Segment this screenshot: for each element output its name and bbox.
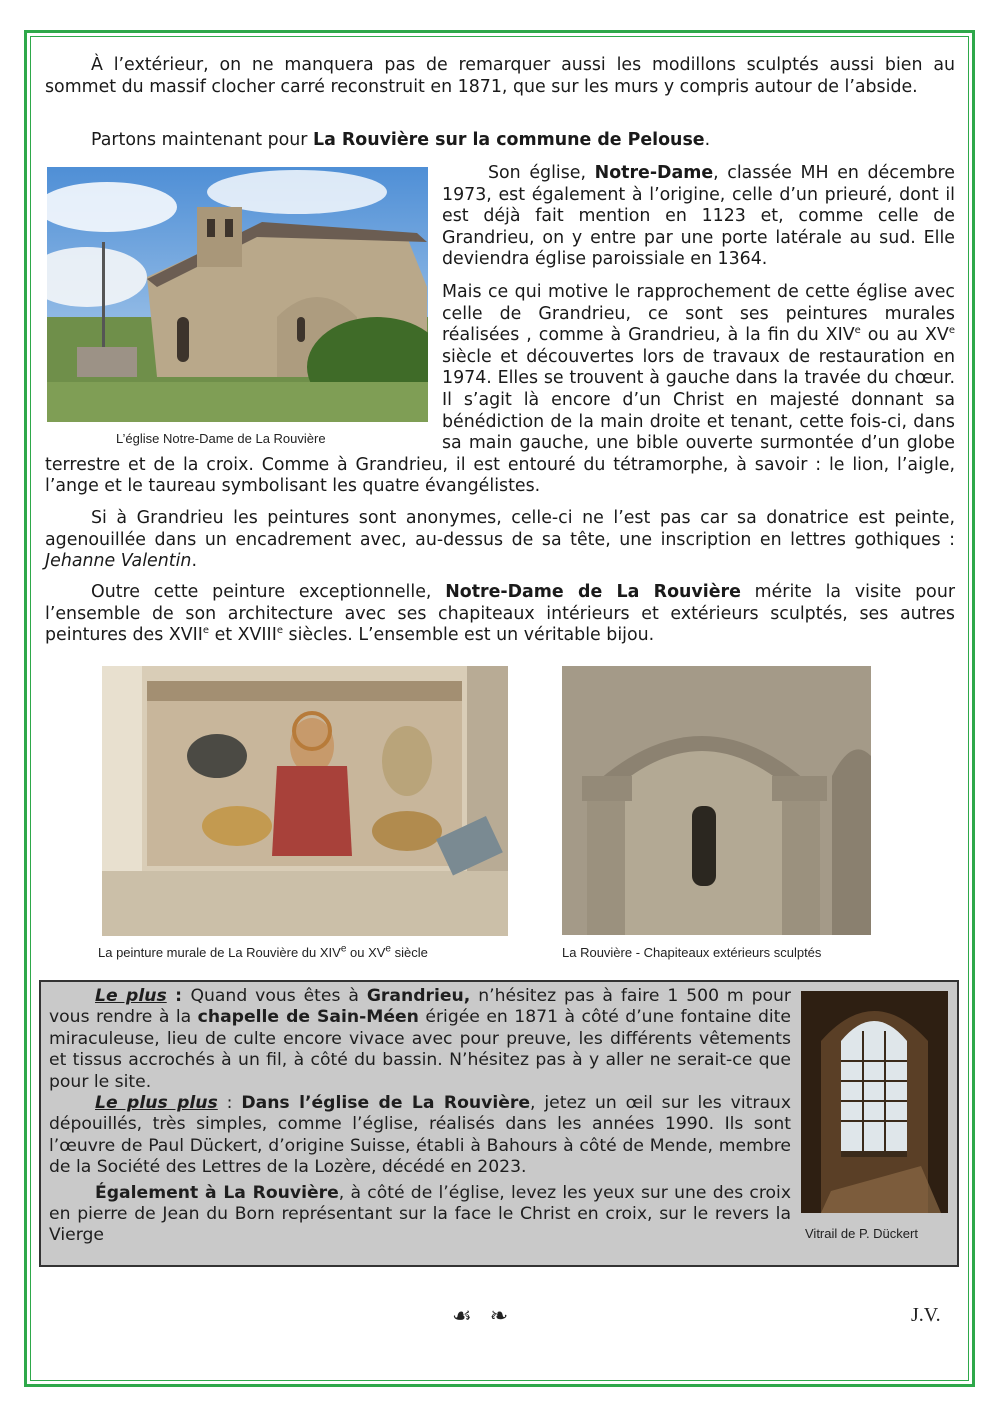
tip-le-plus-text-a: Quand vous êtes à <box>190 986 367 1006</box>
architecture-text-a: Outre cette peinture exceptionnelle, <box>91 582 446 602</box>
tip-plus-plus-text: , jetez un œil sur les vitraux dépouillés, très simples, comme l’église, réalisés dans les années 1990. Ils sont l’œuvre de Paul Dückert, d’origine Suisse, établi à Bahours à côté de Mende, membre de la Société des Lettres de la Lozère, décédé en 2023. <box>49 1093 791 1178</box>
church-photo-caption: L’église Notre-Dame de La Rouvière <box>116 431 326 446</box>
donor-name: Jehanne Valentin <box>45 551 192 572</box>
architecture-church-name: Notre-Dame de La Rouvière <box>445 582 741 602</box>
stained-glass-photo <box>801 991 948 1213</box>
tip-le-plus-text-c: érigée en 1871 à côté d’une fontaine dite miraculeuse, lieu de culte encore vivace avec pour preuve, les différents vêtements et tissus accrochés à un fil, à côté du bassin. N’hésitez pas à y aller ne serait-ce que pour le site. <box>49 1007 791 1092</box>
mural-caption-a: La peinture murale de La Rouvière du XIV <box>98 945 341 960</box>
paragraph-exterior-text: À l’extérieur, on ne manquera pas de remarquer aussi les modillons sculptés aussi bien au sommet du massif clocher carré reconstruit en 1871, que sur les murs y compris autour de l’abside. <box>45 55 955 97</box>
tip-plus-plus-colon: : <box>217 1093 242 1114</box>
murals-text-c-side: siècle et découvertes lors de travaux de restauration en 1974. Elles se trouvent à gauche dans la travée du chœur. Il s’agit là encore d’un Christ en majesté donnant sa bénédiction de la main droite et tenant, cette fois-ci, dans sa main gauche, une bible ouverte surmontée d’un globe terrestre et de la croix. Comme à Grandrieu, il est entouré du tétramorphe, à savoir : le lion, l’aigle, l’ange et le taureau symbolisant les quatre évangélistes. <box>45 346 955 497</box>
architecture-text-b: mérite la visite pour l’ensemble de son architecture avec ses chapiteaux intérieurs et extérieurs sculptés, ses autres peintures des XVII <box>45 582 955 646</box>
tip-le-plus-label: Le plus <box>95 986 167 1006</box>
capitals-photo <box>562 666 871 935</box>
notre-dame-text-a: Son église, <box>488 163 595 183</box>
paragraph-murals-side <box>45 282 955 498</box>
mural-caption-b: ou XV <box>346 945 386 960</box>
mural-caption-sup-a: e <box>340 943 347 955</box>
paragraph-transition <box>45 130 955 152</box>
author-signature: J.V. <box>911 1304 941 1326</box>
tip-egalement-text: , à côté de l’église, levez les yeux sur une des croix en pierre de Jean du Born représentant sur la face le Christ en croix, sur le revers la Vierge <box>49 1182 791 1246</box>
architecture-sup-b: e <box>276 625 283 637</box>
transition-text: Partons maintenant pour <box>91 130 313 150</box>
capitals-photo-caption: La Rouvière - Chapiteaux extérieurs sculptés <box>562 945 822 960</box>
paragraph-architecture <box>45 582 955 647</box>
mural-caption-sup-b: e <box>385 943 391 955</box>
tip-plus-plus-label: Le plus plus <box>95 1093 218 1114</box>
mural-photo-caption <box>98 945 428 960</box>
tip-le-plus-text-b: n’hésitez pas à faire 1 500 m pour vous rendre à la <box>49 986 791 1028</box>
architecture-text-c: et XVIII <box>209 625 277 646</box>
tip-plus-plus-place: Dans l’église de La Rouvière <box>241 1093 531 1114</box>
tip-chapelle: chapelle de Sain-Méen <box>197 1007 419 1028</box>
paragraph-notre-dame <box>442 163 955 271</box>
murals-text-b: ou au XV <box>860 325 949 346</box>
notre-dame-text-b: , classée MH en décembre 1973, est également à l’origine, celle d’un prieuré, dont il est déjà fait mention en 1123 et, comme celle de Grandrieu, on y entre par une porte latérale au sud. Elle deviendra église paroissiale en 1364. <box>442 163 955 270</box>
architecture-text-d: siècles. L’ensemble est un véritable bijou. <box>282 625 655 646</box>
transition-end: . <box>704 130 711 150</box>
tip-egalement-place: Également à La Rouvière <box>95 1182 339 1203</box>
transition-place: La Rouvière sur la commune de Pelouse <box>312 130 705 150</box>
notre-dame-name: Notre-Dame <box>594 163 714 183</box>
murals-text-a: Mais ce qui motive le rapprochement de cette église avec celle de Grandrieu, ce sont ses peintures murales réalisées , comme à Grandrieu, à la fin du XIV <box>442 282 955 346</box>
murals-sup-b: e <box>948 325 955 337</box>
donor-end: . <box>191 551 197 572</box>
donor-text: Si à Grandrieu les peintures sont anonymes, celle-ci ne l’est pas car sa donatrice est peinte, agenouillée dans un encadrement avec, au-dessus de sa tête, une inscription en lettres gothiques : <box>45 508 955 550</box>
tip-le-plus-colon: : <box>166 986 191 1006</box>
ornament-icon: ☙❧ <box>452 1304 527 1329</box>
tips-box-text <box>49 986 791 1247</box>
paragraph-donor <box>45 508 955 573</box>
mural-photo <box>102 666 508 936</box>
architecture-sup-a: e <box>202 625 210 637</box>
murals-sup-a: e <box>854 325 861 337</box>
paragraph-exterior <box>45 55 955 98</box>
tip-grandrieu: Grandrieu, <box>366 986 471 1006</box>
stained-glass-caption: Vitrail de P. Dückert <box>805 1226 918 1241</box>
mural-caption-c: siècle <box>390 945 428 960</box>
